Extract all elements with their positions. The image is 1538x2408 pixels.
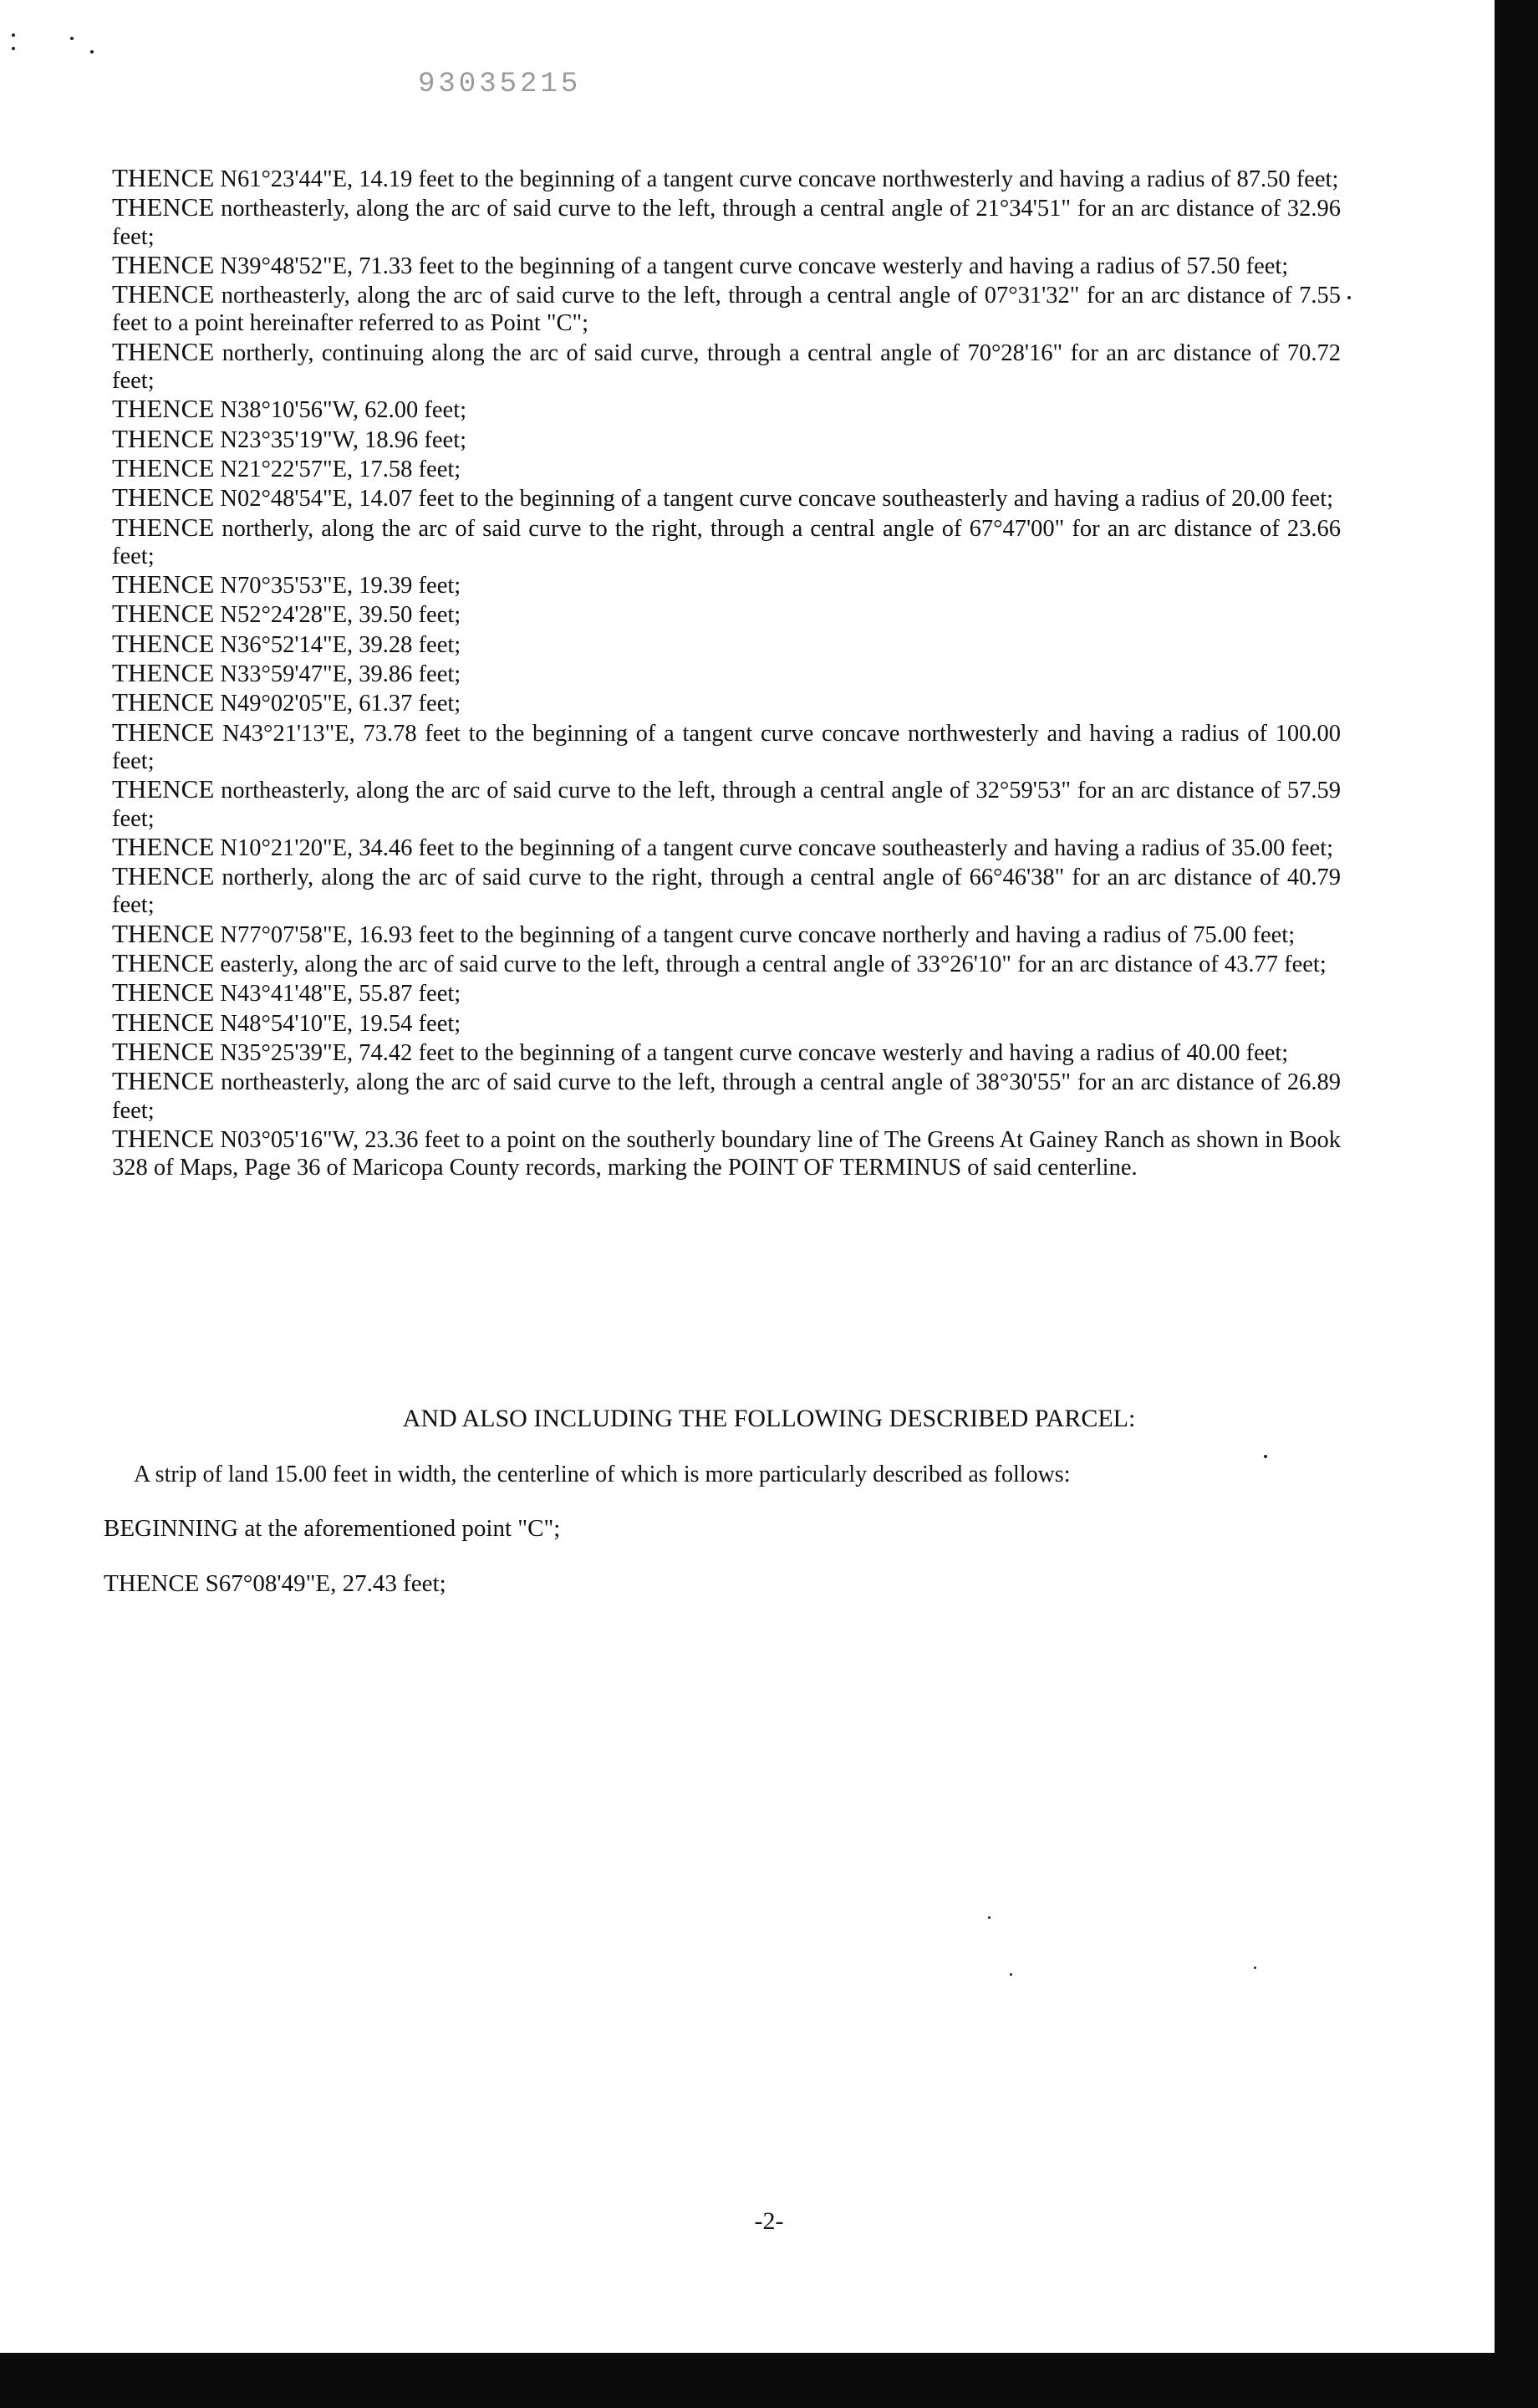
thence-keyword: THENCE xyxy=(112,717,215,747)
thence-keyword: THENCE xyxy=(112,1066,215,1096)
section-heading: AND ALSO INCLUDING THE FOLLOWING DESCRIBED PARCEL: xyxy=(402,1405,1136,1432)
thence-paragraph xyxy=(112,688,1341,717)
course-text: easterly, along the arc of said curve to the left, through a central angle of 33°26'10" for an arc distance of 43.77 feet; xyxy=(220,951,1327,978)
thence-keyword: THENCE xyxy=(112,336,215,366)
thence-keyword: THENCE xyxy=(112,831,215,861)
course-text: northerly, along the arc of said curve to the right, through a central angle of 67°47'00" for an arc distance of 23.66 feet; xyxy=(112,515,1341,569)
course-text: northerly, along the arc of said curve to the right, through a central angle of 66°46'38" for an arc distance of 40.79 feet; xyxy=(112,865,1341,919)
page-number: -2- xyxy=(754,2207,784,2235)
course-text: northeasterly, along the arc of said curve to the left, through a central angle of 21°34'51" for an arc distance of 32.96 feet; xyxy=(112,196,1341,250)
thence-keyword: THENCE xyxy=(112,512,215,542)
course-text: N48°54'10"E, 19.54 feet; xyxy=(220,1010,461,1037)
thence-paragraph xyxy=(112,280,1341,338)
thence-paragraph xyxy=(112,338,1341,395)
course-text: N70°35'53"E, 19.39 feet; xyxy=(220,573,461,599)
thence-keyword: THENCE xyxy=(112,192,215,222)
thence-paragraph xyxy=(112,659,1341,688)
thence-keyword: THENCE xyxy=(112,861,215,891)
course-text: N10°21'20"E, 34.46 feet to the beginning of a tangent curve concave southeasterly and having a radius of 35.00 feet; xyxy=(220,834,1334,861)
thence-paragraph xyxy=(112,395,1341,424)
course-text: N52°24'28"E, 39.50 feet; xyxy=(220,602,461,629)
course-text: N21°22'57"E, 17.58 feet; xyxy=(220,456,461,482)
thence-keyword: THENCE xyxy=(112,452,215,482)
course-text: N33°59'47"E, 39.86 feet; xyxy=(220,661,461,688)
thence-paragraph xyxy=(112,599,1341,629)
thence-paragraph xyxy=(112,570,1341,599)
thence-paragraph xyxy=(112,1008,1341,1038)
thence-paragraph xyxy=(112,513,1341,571)
thence-keyword: THENCE xyxy=(112,977,215,1008)
thence-paragraph xyxy=(112,454,1341,483)
thence-paragraph xyxy=(112,193,1341,251)
scan-border-right xyxy=(1495,0,1538,2408)
course-text: northeasterly, along the arc of said curve to the left, through a central angle of 32°59'53" for an arc distance of 57.59 feet; xyxy=(112,778,1341,832)
course-text: N35°25'39"E, 74.42 feet to the beginning of a tangent curve concave westerly and having a radius of 40.00 feet; xyxy=(220,1039,1289,1066)
scan-speck xyxy=(12,47,15,50)
thence-keyword: THENCE xyxy=(112,658,215,688)
course-text: N61°23'44"E, 14.19 feet to the beginning of a tangent curve concave northwesterly and having a radius of 87.50 feet; xyxy=(220,166,1339,192)
scan-speck xyxy=(1254,1967,1256,1969)
course-text: N43°41'48"E, 55.87 feet; xyxy=(220,981,461,1008)
thence-paragraph xyxy=(112,1038,1341,1067)
thence-keyword: THENCE xyxy=(112,1123,215,1153)
course-text: N77°07'58"E, 16.93 feet to the beginning of a tangent curve concave northerly and having a radius of 75.00 feet; xyxy=(220,921,1296,948)
thence-paragraph xyxy=(112,718,1341,776)
scan-speck xyxy=(988,1916,991,1919)
thence-paragraph xyxy=(112,251,1341,280)
scan-speck xyxy=(1010,1973,1012,1976)
course-text: N02°48'54"E, 14.07 feet to the beginning of a tangent curve concave southeasterly and having a radius of 20.00 feet; xyxy=(220,486,1334,513)
scan-speck xyxy=(12,33,15,37)
thence-keyword: THENCE xyxy=(112,163,215,192)
thence-keyword: THENCE xyxy=(112,1036,215,1066)
course-text: N36°52'14"E, 39.28 feet; xyxy=(220,631,461,658)
thence-keyword: THENCE xyxy=(112,918,215,948)
thence-keyword: THENCE xyxy=(112,599,215,629)
thence-paragraph xyxy=(112,978,1341,1008)
thence-keyword: THENCE xyxy=(112,423,215,453)
scan-speck xyxy=(70,37,74,40)
document-number-stamp: 93035215 xyxy=(418,69,582,100)
thence-keyword: THENCE xyxy=(112,249,215,279)
course-text: N43°21'13"E, 73.78 feet to the beginning of a tangent curve concave northwesterly and having a radius of 100.00 feet; xyxy=(112,720,1342,774)
thence-keyword: THENCE xyxy=(112,482,215,513)
thence-paragraph xyxy=(112,483,1341,513)
thence-paragraph xyxy=(112,1125,1341,1182)
thence-paragraph xyxy=(112,630,1341,659)
course-text: N23°35'19"W, 18.96 feet; xyxy=(220,426,467,453)
thence-keyword: THENCE xyxy=(112,628,215,658)
strip-description: A strip of land 15.00 feet in width, the centerline of which is more particularly described as follows: xyxy=(134,1462,1071,1487)
thence-paragraph xyxy=(112,833,1341,862)
final-course-line: THENCE S67°08'49"E, 27.43 feet; xyxy=(104,1570,446,1597)
scan-speck xyxy=(1264,1455,1267,1458)
thence-keyword: THENCE xyxy=(112,687,215,717)
thence-keyword: THENCE xyxy=(112,1007,215,1037)
thence-keyword: THENCE xyxy=(112,394,215,424)
course-text: N39°48'52"E, 71.33 feet to the beginning of a tangent curve concave westerly and having a radius of 57.50 feet; xyxy=(220,253,1289,279)
course-text: N49°02'05"E, 61.37 feet; xyxy=(220,691,461,717)
course-text: northerly, continuing along the arc of said curve, through a central angle of 70°28'16" for an arc distance of 70.72 feet; xyxy=(112,339,1341,395)
thence-paragraph xyxy=(112,862,1341,920)
thence-paragraph xyxy=(112,920,1341,949)
thence-keyword: THENCE xyxy=(112,569,215,599)
thence-paragraph xyxy=(112,775,1341,833)
beginning-line: BEGINNING at the aforementioned point "C"; xyxy=(104,1515,561,1542)
thence-paragraph xyxy=(112,164,1341,193)
scan-border-bottom xyxy=(0,2353,1538,2408)
thence-keyword: THENCE xyxy=(112,774,215,804)
scan-speck xyxy=(90,50,94,54)
course-text: N03°05'16"W, 23.36 feet to a point on the southerly boundary line of The Greens At Gainey Ranch as shown in Book 328 of Maps, Page 36 of Maricopa County records, marking the POINT OF TERMINUS of said centerline. xyxy=(112,1126,1342,1181)
thence-paragraph xyxy=(112,949,1341,978)
thence-keyword: THENCE xyxy=(112,279,215,309)
course-text: N38°10'56"W, 62.00 feet; xyxy=(220,397,467,424)
thence-paragraph xyxy=(112,1067,1341,1125)
course-text: northeasterly, along the arc of said curve to the left, through a central angle of 07°31'32" for an arc distance of 7.55 feet to a point hereinafter referred to as Point "C"; xyxy=(112,283,1341,337)
course-text: northeasterly, along the arc of said curve to the left, through a central angle of 38°30'55" for an arc distance of 26.89 feet; xyxy=(112,1069,1341,1124)
thence-paragraph xyxy=(112,425,1341,454)
thence-keyword: THENCE xyxy=(112,948,215,978)
legal-description-body xyxy=(112,164,1341,1181)
scan-speck xyxy=(1347,296,1351,299)
